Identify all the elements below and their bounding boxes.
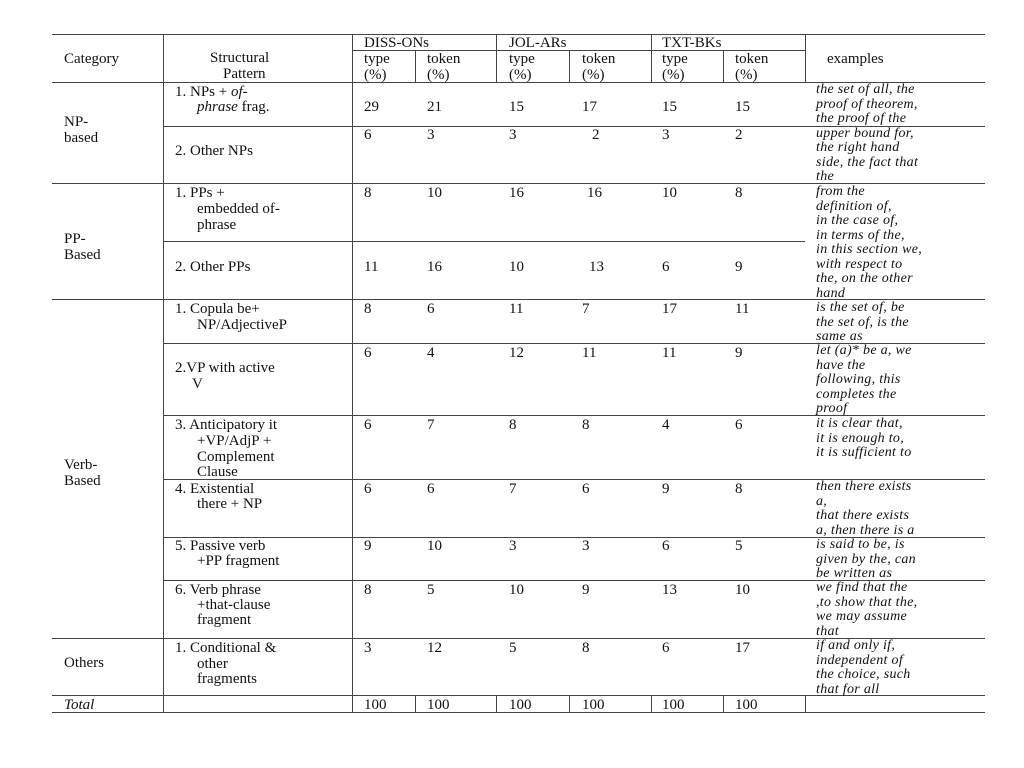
value-vb5-jol-type: 3 (509, 538, 517, 554)
value-vb5-jol-token: 3 (582, 538, 590, 554)
value-vb3-txt-type: 4 (662, 417, 670, 433)
col-line-jol-token (569, 50, 570, 82)
total-jol-line (496, 695, 497, 712)
example-pp-line: in the case of, (816, 213, 899, 228)
example-vb6-line: we may assume (816, 609, 907, 624)
value-vb2-diss-token: 4 (427, 345, 435, 361)
pattern-np-1 (175, 84, 248, 100)
value-vb2-jol-token: 11 (582, 345, 597, 361)
value-np1-diss-token: 21 (427, 99, 442, 115)
total-txt-line (651, 695, 652, 712)
value-vb4-txt-type: 9 (662, 481, 670, 497)
value-ot1-diss-type: 3 (364, 640, 372, 656)
value-pp2-txt-type: 6 (662, 259, 670, 275)
example-vb4-line: then there exists (816, 479, 912, 494)
value-vb3-jol-type: 8 (509, 417, 517, 433)
value-vb1-jol-type: 11 (509, 301, 524, 317)
value-vb3-diss-type: 6 (364, 417, 372, 433)
value-total-jol-token: 100 (582, 697, 605, 713)
value-np1-txt-token: 15 (735, 99, 750, 115)
example-ot1-line: if and only if, (816, 638, 896, 653)
pattern-vb-1-line2: NP/AdjectiveP (197, 317, 287, 333)
example-vb5-line: be written as (816, 566, 893, 581)
pattern-vb-3-line3: Complement (197, 449, 275, 465)
example-vb6-line: we find that the (816, 580, 908, 595)
value-vb4-txt-token: 8 (735, 481, 743, 497)
value-vb4-diss-type: 6 (364, 481, 372, 497)
total-txt-token-line (723, 695, 724, 712)
value-pp1-jol-type: 16 (509, 185, 524, 201)
category-pp: PP- (64, 231, 86, 247)
example-ot1-line: the choice, such (816, 667, 911, 682)
value-pp2-diss-token: 16 (427, 259, 442, 275)
value-ot1-txt-token: 17 (735, 640, 750, 656)
pattern-vb-6: 6. Verb phrase (175, 582, 261, 598)
category-pp-cont: Based (64, 247, 101, 263)
value-vb5-txt-type: 6 (662, 538, 670, 554)
example-vb3-line: it is enough to, (816, 430, 905, 446)
value-pp1-txt-type: 10 (662, 185, 677, 201)
value-vb1-txt-token: 11 (735, 301, 750, 317)
pattern-pp-1-line3: phrase (197, 217, 237, 233)
example-vb2-line: completes the (816, 386, 897, 402)
value-np1-txt-type: 15 (662, 99, 677, 115)
example-np-line: the set of all, the (816, 82, 915, 97)
total-jol-token-line (569, 695, 570, 712)
value-vb5-diss-token: 10 (427, 538, 442, 554)
example-pp-line: with respect to (816, 256, 903, 272)
value-pp1-txt-token: 8 (735, 185, 743, 201)
value-np2-diss-token: 3 (427, 127, 435, 143)
header-jol-token: token (582, 51, 616, 67)
value-vb2-diss-type: 6 (364, 345, 372, 361)
example-np-line: the right hand (816, 140, 900, 155)
header-group-diss: DISS-ONs (364, 35, 430, 51)
header-txt-type-unit: (%) (662, 67, 685, 83)
pattern-vb-4: 4. Existential (175, 481, 255, 497)
pattern-vb-5: 5. Passive verb (175, 538, 266, 554)
value-vb6-jol-type: 10 (509, 582, 524, 598)
example-pp-line: from the (816, 184, 865, 199)
category-np-cont: based (64, 130, 99, 146)
value-vb6-jol-token: 9 (582, 582, 590, 598)
category-others: Others (64, 655, 104, 671)
pattern-ot-1-line3: fragments (197, 671, 257, 687)
pattern-ot-1-line2: other (197, 656, 228, 672)
value-vb5-txt-token: 5 (735, 538, 743, 554)
value-vb4-jol-type: 7 (509, 481, 517, 497)
value-vb1-jol-token: 7 (582, 301, 590, 317)
pattern-np-1-line2 (197, 99, 270, 115)
example-np-line: the (816, 169, 835, 184)
header-txt-token: token (735, 51, 769, 67)
example-np-line: proof of theorem, (816, 96, 918, 112)
total-diss-token-line (415, 695, 416, 712)
example-vb5-line: is said to be, is (816, 537, 905, 552)
value-vb3-txt-token: 6 (735, 417, 743, 433)
example-np-line: the proof of the (816, 111, 907, 126)
value-vb6-txt-token: 10 (735, 582, 750, 598)
value-vb2-jol-type: 12 (509, 345, 524, 361)
col-line-pattern (352, 34, 353, 712)
value-np1-jol-type: 15 (509, 99, 524, 115)
header-group-jol: JOL-ARs (509, 35, 567, 51)
example-ot1-line: that for all (816, 681, 880, 697)
example-vb3-line: it is clear that, (816, 416, 903, 431)
example-vb2-line: proof (816, 401, 848, 416)
pattern-vb-3: 3. Anticipatory it (175, 417, 278, 433)
value-vb3-diss-token: 7 (427, 417, 435, 433)
value-vb1-diss-type: 8 (364, 301, 372, 317)
example-vb1-line: same as (816, 329, 863, 344)
total-label: Total (64, 697, 95, 713)
value-pp1-diss-type: 8 (364, 185, 372, 201)
value-pp1-diss-token: 10 (427, 185, 442, 201)
value-vb5-diss-type: 9 (364, 538, 372, 554)
example-pp-line: the, on the other (816, 271, 913, 286)
example-vb4-line: a, (816, 493, 828, 509)
header-diss-type: type (364, 51, 390, 67)
value-np1-diss-type: 29 (364, 99, 379, 115)
value-vb4-diss-token: 6 (427, 481, 435, 497)
example-vb1-line: is the set of, be (816, 300, 905, 315)
value-total-diss-token: 100 (427, 697, 450, 713)
value-np2-jol-token: 2 (592, 127, 600, 143)
value-vb1-diss-token: 6 (427, 301, 435, 317)
pattern-vb-4-line2: there + NP (197, 496, 263, 512)
col-line-txt-token (723, 50, 724, 82)
col-line-txt (651, 34, 652, 82)
header-jol-type: type (509, 51, 535, 67)
value-pp2-jol-type: 10 (509, 259, 524, 275)
example-vb6-line: that (816, 623, 839, 639)
value-ot1-jol-type: 5 (509, 640, 517, 656)
pattern-np-2: 2. Other NPs (175, 143, 253, 159)
total-examples-line (805, 695, 806, 712)
category-verb-cont: Based (64, 473, 101, 489)
example-vb2-line: have the (816, 357, 866, 373)
value-vb1-txt-type: 17 (662, 301, 677, 317)
header-jol-token-unit: (%) (582, 67, 605, 83)
example-vb6-line: ,to show that the, (816, 594, 918, 610)
pattern-np-1-italic-2: phrase (197, 99, 238, 115)
header-diss-token-unit: (%) (427, 67, 450, 83)
col-line-category (163, 34, 164, 712)
header-txt-token-unit: (%) (735, 67, 758, 83)
value-pp2-jol-token: 13 (589, 259, 604, 275)
example-pp-line: definition of, (816, 198, 892, 214)
header-diss-type-unit: (%) (364, 67, 387, 83)
pattern-np-1-text-2: frag. (237, 99, 270, 115)
pattern-vb-6-line3: fragment (197, 612, 252, 628)
value-np1-jol-token: 17 (582, 99, 597, 115)
example-pp-line: hand (816, 285, 846, 301)
value-pp1-jol-token: 16 (587, 185, 602, 201)
value-total-txt-token: 100 (735, 697, 758, 713)
example-pp-line: in this section we, (816, 242, 923, 257)
pattern-np-1-text: 1. NPs + (175, 84, 231, 100)
example-np-line: upper bound for, (816, 125, 914, 141)
col-line-diss-token (415, 50, 416, 82)
header-structural: Structural (210, 50, 270, 66)
value-vb6-diss-token: 5 (427, 582, 435, 598)
pattern-vb-1: 1. Copula be+ (175, 301, 260, 317)
pattern-pp-2: 2. Other PPs (175, 259, 251, 275)
header-jol-type-unit: (%) (509, 67, 532, 83)
example-vb4-line: that there exists (816, 508, 910, 523)
col-line-jol (496, 34, 497, 82)
pattern-vb-2-line2: V (192, 376, 203, 392)
pattern-ot-1: 1. Conditional & (175, 640, 277, 656)
pattern-vb-5-line2: +PP fragment (197, 553, 280, 569)
example-vb2-line: let (a)* be a, we (816, 343, 912, 358)
value-ot1-diss-token: 12 (427, 640, 442, 656)
example-ot1-line: independent of (816, 652, 904, 668)
pp-divider (163, 241, 805, 242)
value-np2-txt-token: 2 (735, 127, 743, 143)
header-pattern: Pattern (223, 66, 266, 82)
col-line-examples (805, 34, 806, 82)
header-diss-token: token (427, 51, 461, 67)
value-total-diss-type: 100 (364, 697, 387, 713)
example-np-line: side, the fact that (816, 154, 919, 170)
value-np2-txt-type: 3 (662, 127, 670, 143)
pattern-np-1-italic: of- (230, 84, 248, 100)
example-vb3-line: it is sufficient to (816, 445, 912, 460)
category-verb: Verb- (64, 457, 98, 473)
value-ot1-txt-type: 6 (662, 640, 670, 656)
value-total-jol-type: 100 (509, 697, 532, 713)
value-pp2-diss-type: 11 (364, 259, 379, 275)
header-category: Category (64, 51, 119, 67)
value-vb6-diss-type: 8 (364, 582, 372, 598)
value-pp2-txt-token: 9 (735, 259, 743, 275)
value-np2-jol-type: 3 (509, 127, 517, 143)
value-vb4-jol-token: 6 (582, 481, 590, 497)
pattern-vb-6-line2: +that-clause (197, 597, 271, 613)
value-ot1-jol-token: 8 (582, 640, 590, 656)
header-txt-type: type (662, 51, 688, 67)
category-np: NP- (64, 114, 89, 130)
value-vb2-txt-type: 11 (662, 345, 677, 361)
example-vb1-line: the set of, is the (816, 314, 909, 330)
value-total-txt-type: 100 (662, 697, 685, 713)
example-pp-line: in terms of the, (816, 227, 905, 243)
example-vb2-line: following, this (816, 372, 901, 387)
pattern-vb-3-line4: Clause (197, 464, 238, 480)
pattern-pp-1-line2: embedded of- (197, 201, 280, 217)
value-vb2-txt-token: 9 (735, 345, 743, 361)
value-vb3-jol-token: 8 (582, 417, 590, 433)
pattern-vb-3-line2: +VP/AdjP + (197, 433, 272, 449)
value-np2-diss-type: 6 (364, 127, 372, 143)
pattern-vb-2: 2.VP with active (175, 360, 275, 376)
example-vb5-line: given by the, can (816, 551, 916, 567)
header-examples: examples (827, 51, 884, 67)
pattern-pp-1: 1. PPs + (175, 185, 225, 201)
example-vb4-line: a, then there is a (816, 522, 915, 538)
value-vb6-txt-type: 13 (662, 582, 677, 598)
header-group-txt: TXT-BKs (662, 35, 722, 51)
